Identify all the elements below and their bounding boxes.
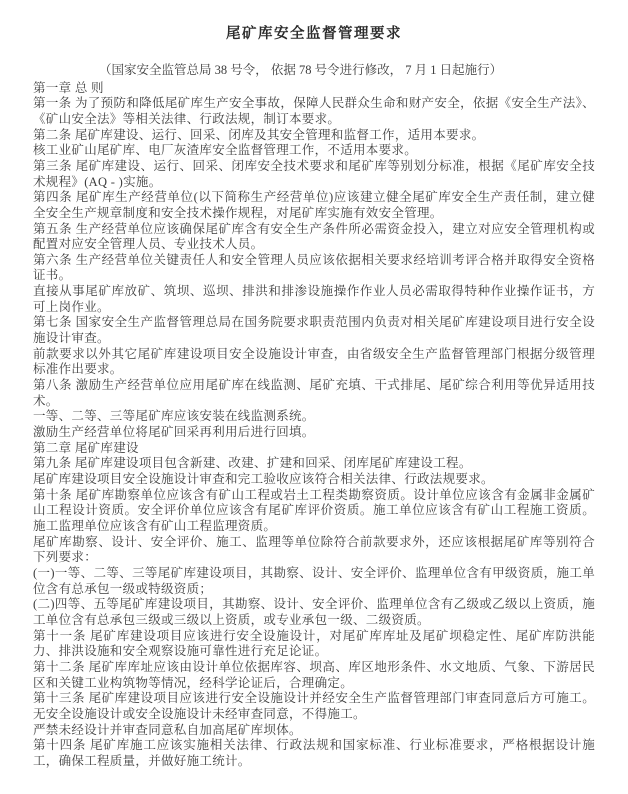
paragraph: (二)四等、五等尾矿库建设项目，其勘察、设计、安全评价、监理单位含有乙级或乙级以上资质，施工单位含有总承包三级或三级以上资质，或专业承包一级、二级资质。 [33,597,595,627]
paragraph: 第一章 总 则 [33,80,104,95]
paragraph: 前款要求以外其它尾矿库建设项目安全设施设计审查，由省级安全生产监督管理部门根据分级管理标准作出要求。 [33,346,595,377]
paragraph: 第十四条 尾矿库施工应该实施相关法律、行政法规和国家标准、行业标准要求，严格根据设计施工，确保工程质量，并做好施工统计。 [33,738,595,768]
paragraph: 核工业矿山尾矿库、电厂灰渣库安全监督管理工作，不适用本要求。 [33,143,418,158]
document-subtitle: （国家安全监管总局 38 号令， 依据 78 号令进行修改， 7 月 1 日起施行） [99,63,503,77]
document-body [33,81,595,770]
paragraph: 第三条 尾矿库建设、运行、回采、闭库安全技术要求和尾矿库等别划分标准，根据《尾矿库安全技术规程》(AQ - )实施。 [33,158,595,189]
paragraph: 第二条 尾矿库建设、运行、回采、闭库及其安全管理和监督工作，适用本要求。 [33,127,485,142]
document-title: 尾矿库安全监督管理要求 [226,26,402,42]
paragraph: 第十二条 尾矿库库址应该由设计单位依据库容、坝高、库区地形条件、水文地质、气象、下游居民区和关键工业构筑物等情况，经科学论证后，合理确定。 [33,659,595,690]
paragraph: 尾矿库建设项目安全设施设计审查和完工验收应该符合相关法律、行政法规要求。 [33,472,494,486]
paragraph: 第十三条 尾矿库建设项目应该进行安全设施设计并经安全生产监督管理部门审查同意后方可施工。无安全设施设计或安全设施设计未经审查同意，不得施工。 [33,691,595,721]
paragraph: 第二章 尾矿库建设 [33,440,139,455]
paragraph: 第九条 尾矿库建设项目包含新建、改建、扩建和回采、闭库尾矿库建设工程。 [33,456,472,471]
paragraph: 第十一条 尾矿库建设项目应该进行安全设施设计，对尾矿库库址及尾矿坝稳定性、尾矿库防洪能力、排洪设施和安全观察设施可靠性进行充足论证。 [33,628,595,659]
paragraph: 严禁未经设计并审查同意私自加高尾矿库坝体。 [33,722,302,737]
paragraph: 第五条 生产经营单位应该确保尾矿库含有安全生产条件所必需资金投入，建立对应安全管理机构或配置对应安全管理人员、专业技术人员。 [33,221,595,252]
paragraph: 第六条 生产经营单位关键责任人和安全管理人员应该依据相关要求经培训考评合格并取得安全资格证书。 [33,252,595,283]
paragraph: 第八条 激励生产经营单位应用尾矿库在线监测、尾矿充填、干式排尾、尾矿综合利用等优异适用技术。 [33,378,595,408]
paragraph: 尾矿库勘察、设计、安全评价、施工、监理等单位除符合前款要求外，还应该根据尾矿库等别符合下列要求： [33,534,595,565]
paragraph: 一等、二等、三等尾矿库应该安装在线监测系统。 [33,409,315,424]
paragraph: 第四条 尾矿库生产经营单位(以下简称生产经营单位)应该建立健全尾矿库安全生产责任制，建立健全安全生产规章制度和安全技术操作规程，对尾矿库实施有效安全管理。 [33,190,595,220]
paragraph: 第七条 国家安全生产监督管理总局在国务院要求职责范围内负责对相关尾矿库建设项目进行安全设施设计审查。 [33,315,595,346]
paragraph: (一)一等、二等、三等尾矿库建设项目，其勘察、设计、安全评价、监理单位含有甲级资质，施工单位含有总承包一级或特级资质； [33,565,595,596]
paragraph: 第十条 尾矿库勘察单位应该含有矿山工程或岩土工程类勘察资质。设计单位应该含有金属非金属矿山工程设计资质。安全评价单位应该含有尾矿库评价资质。施工单位应该含有矿山工程施工资质。施工监理单位应该含有矿山工程监理资质。 [33,487,595,533]
paragraph: 激励生产经营单位将尾矿回采再利用后进行回填。 [33,425,315,440]
paragraph: 直接从事尾矿库放矿、筑坝、巡坝、排洪和排渗设施操作作业人员必需取得特种作业操作证书，方可上岗作业。 [33,284,595,314]
paragraph: 第一条 为了预防和降低尾矿库生产安全事故，保障人民群众生命和财产安全，依据《安全生产法》、《矿山安全法》等相关法律、行政法规，制订本要求。 [33,96,595,126]
